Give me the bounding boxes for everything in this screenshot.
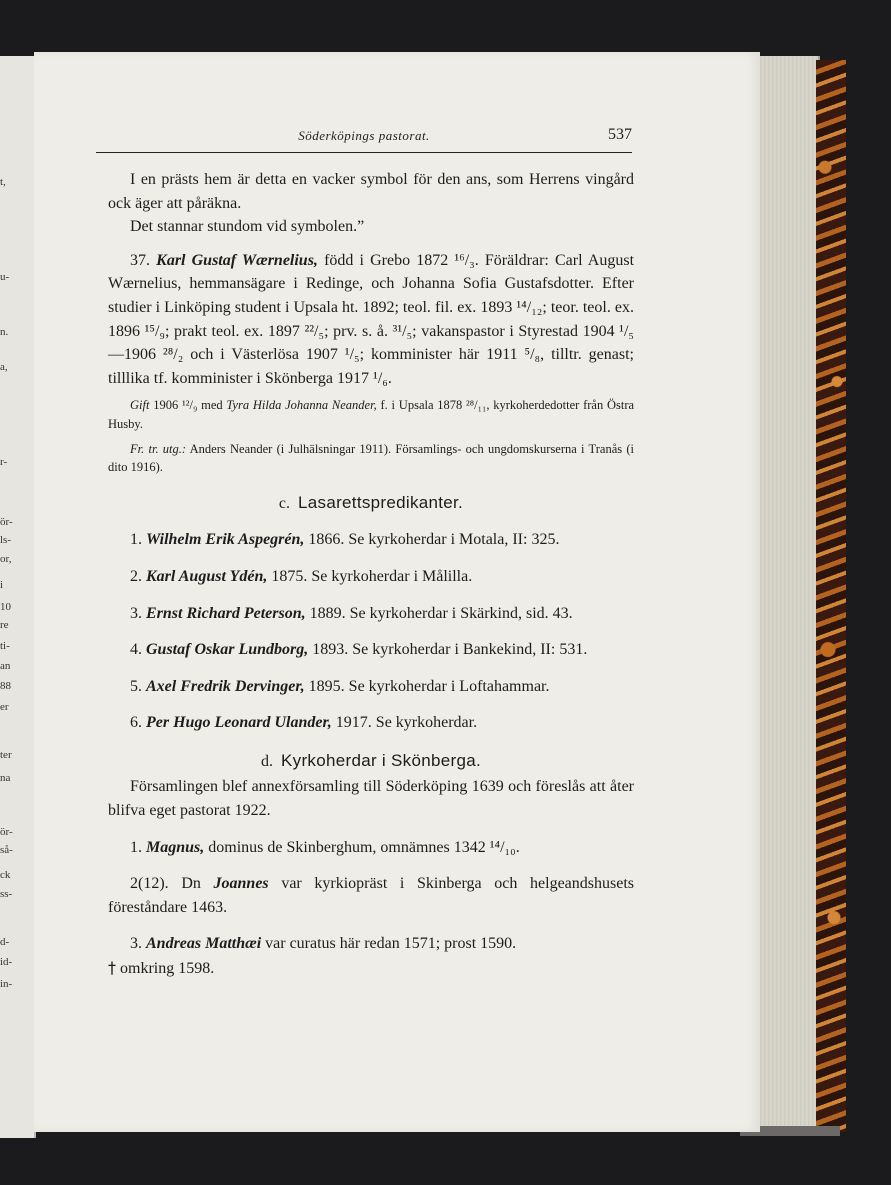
intro-paragraph: I en prästs hem är detta en vacker symbol för den ans, som Herrens vingård ock äger att påräkna. — [108, 171, 634, 212]
entry-number: 5. — [130, 677, 142, 695]
list-item — [108, 565, 634, 589]
person-name: Magnus, — [146, 838, 205, 856]
entry-text: 1866. Se kyrkoherdar i Motala, II: 325. — [308, 531, 560, 549]
list-item — [108, 528, 634, 552]
skonberga-intro: Församlingen blef annexförsamling till Söderköping 1639 och föreslås att åter blifva eget pastorat 1922. — [108, 778, 634, 820]
list-item — [108, 872, 634, 919]
section-heading-c: c. Lasarettspredikanter. — [278, 492, 464, 512]
entry-text: 1895. Se kyrkoherdar i Loftahammar. — [308, 677, 550, 695]
entry-number: 4. — [130, 641, 142, 659]
lasarett-list — [108, 528, 634, 735]
left-page-fragment: an — [0, 660, 11, 672]
entry-text: var curatus här redan 1571; prost 1590. — [265, 935, 517, 953]
left-page-fragment: er — [0, 701, 9, 713]
page-edges — [758, 56, 820, 1126]
section-title: Kyrkoherdar i Skönberga. — [281, 750, 481, 770]
entry-number: 1. — [130, 838, 142, 856]
left-page-fragment: ter — [0, 749, 12, 761]
note-publications: Fr. tr. utg.: Anders Neander (i Julhälsningar 1911). Församlings- och ungdomskurserna i Tranås (i dito 1916). — [108, 441, 635, 475]
entry-number: 37. — [130, 251, 150, 269]
section-heading-d: d. Kyrkoherdar i Skönberga. — [261, 750, 481, 770]
person-name: Ernst Richard Peterson, — [146, 604, 306, 622]
list-item — [108, 836, 634, 860]
list-item — [108, 675, 634, 699]
page-number: 537 — [608, 126, 632, 143]
person-name: Per Hugo Leonard Ulander, — [146, 714, 332, 732]
person-name: Gustaf Oskar Lundborg, — [146, 641, 309, 659]
page-header — [96, 126, 632, 153]
left-page-fragment: t, — [0, 176, 6, 188]
entry-text: dominus de Skinberghum, omnämnes 1342 ¹⁴/₁₀. — [208, 838, 520, 856]
left-page-fragment: 10 — [0, 601, 11, 613]
left-page-fragment: n. — [0, 326, 9, 338]
entry-number: 3. — [130, 604, 142, 622]
left-page-fragment: ör- — [0, 826, 13, 838]
left-page-fragment: ti- — [0, 640, 10, 652]
dagger-symbol: † — [108, 958, 116, 978]
entry-text: 1893. Se kyrkoherdar i Bankekind, II: 531. — [312, 641, 588, 659]
page-body — [108, 168, 634, 981]
intro-paragraph-2: Det stannar stundom vid symbolen.” — [130, 218, 365, 236]
list-item — [108, 932, 634, 956]
left-page-fragment: ls- — [0, 534, 11, 546]
entry-text: 1917. Se kyrkoherdar. — [335, 714, 478, 732]
person-name: Karl Gustaf Wærnelius, — [156, 251, 318, 269]
left-page-fragment: or, — [0, 553, 12, 565]
person-name: Karl August Ydén, — [146, 567, 268, 585]
list-item — [108, 602, 634, 626]
left-page-fragment: så- — [0, 844, 13, 856]
person-name: Wilhelm Erik Aspegrén, — [146, 531, 305, 549]
left-page-fragment: 88 — [0, 680, 11, 692]
left-page-fragment: ck — [0, 869, 11, 881]
entry-prefix: Dn — [181, 875, 201, 893]
left-page-fragment: i — [0, 579, 4, 591]
left-page-fragment: in- — [0, 978, 13, 990]
left-page-fragment: re — [0, 619, 9, 631]
entry-37 — [108, 249, 634, 391]
left-page-fragment: na — [0, 772, 11, 784]
entry-number: 2(12). — [130, 875, 169, 893]
left-page-fragment: r- — [0, 456, 8, 468]
entry-text: var kyrkiopräst i Skinberga och helgeandshusets föreståndare 1463. — [108, 875, 634, 916]
list-item — [108, 638, 634, 662]
book-cover-marbled — [816, 60, 846, 1132]
spouse-name: Tyra Hilda Johanna Neander, — [226, 398, 377, 413]
left-page-fragment: ss- — [0, 888, 13, 900]
left-page-fragment: d- — [0, 936, 10, 948]
note-label: Gift — [130, 398, 150, 413]
list-item — [108, 711, 634, 735]
entry-number: 1. — [130, 531, 142, 549]
left-page-fragment: ör- — [0, 516, 13, 528]
section-title: Lasarettspredikanter. — [298, 492, 464, 512]
entry-text: 1875. Se kyrkoherdar i Målilla. — [271, 567, 473, 585]
left-page-fragment: u- — [0, 271, 10, 283]
adjacent-left-page — [0, 56, 36, 1138]
person-name: Andreas Matthæi — [146, 935, 262, 953]
entry-number: 2. — [130, 567, 142, 585]
skonberga-list — [108, 836, 634, 956]
entry-number: 6. — [130, 714, 142, 732]
left-page-fragment: id- — [0, 956, 13, 968]
entry-number: 3. — [130, 935, 142, 953]
note-marriage: Gift 1906 ¹²/₉ med Tyra Hilda Johanna Neander, f. i Upsala 1878 ²⁸/₁₁, kyrkoherdedotter från Östra Husby. — [108, 398, 635, 431]
death-line: † omkring 1598. — [108, 958, 215, 978]
entry-text: 1889. Se kyrkoherdar i Skärkind, sid. 43. — [309, 604, 573, 622]
note-label: Fr. tr. utg.: — [130, 441, 187, 456]
entry-text: född i Grebo 1872 ¹⁶/₃. Föräldrar: Carl August Wærnelius, hemmansägare i Redinge, och Johanna Sofia Gustafsdotter. Efter studier i Linköping student i Upsala ht. 1892; teol. fil. ex. 1893 ¹⁴/₁₂; teor. teol. ex. 1896 ¹⁵/₉; prakt teol. ex. 1897 ²²/₅; prv. s. å. ³¹/₅; vakanspastor i Styrestad 1904 ¹/₅—1906 ²⁸/₂ och i Västerlösa 1907 ¹/₅; komminister här 1911 ⁵/₈, tilltr. genast; tilllika tf. komminister i Skönberga 1917 ¹/₆. — [108, 251, 635, 387]
person-name: Axel Fredrik Dervinger, — [146, 677, 305, 695]
running-title: Söderköpings pastorat. — [298, 128, 430, 143]
left-page-fragment: a, — [0, 361, 8, 373]
person-name: Joannes — [213, 875, 269, 893]
